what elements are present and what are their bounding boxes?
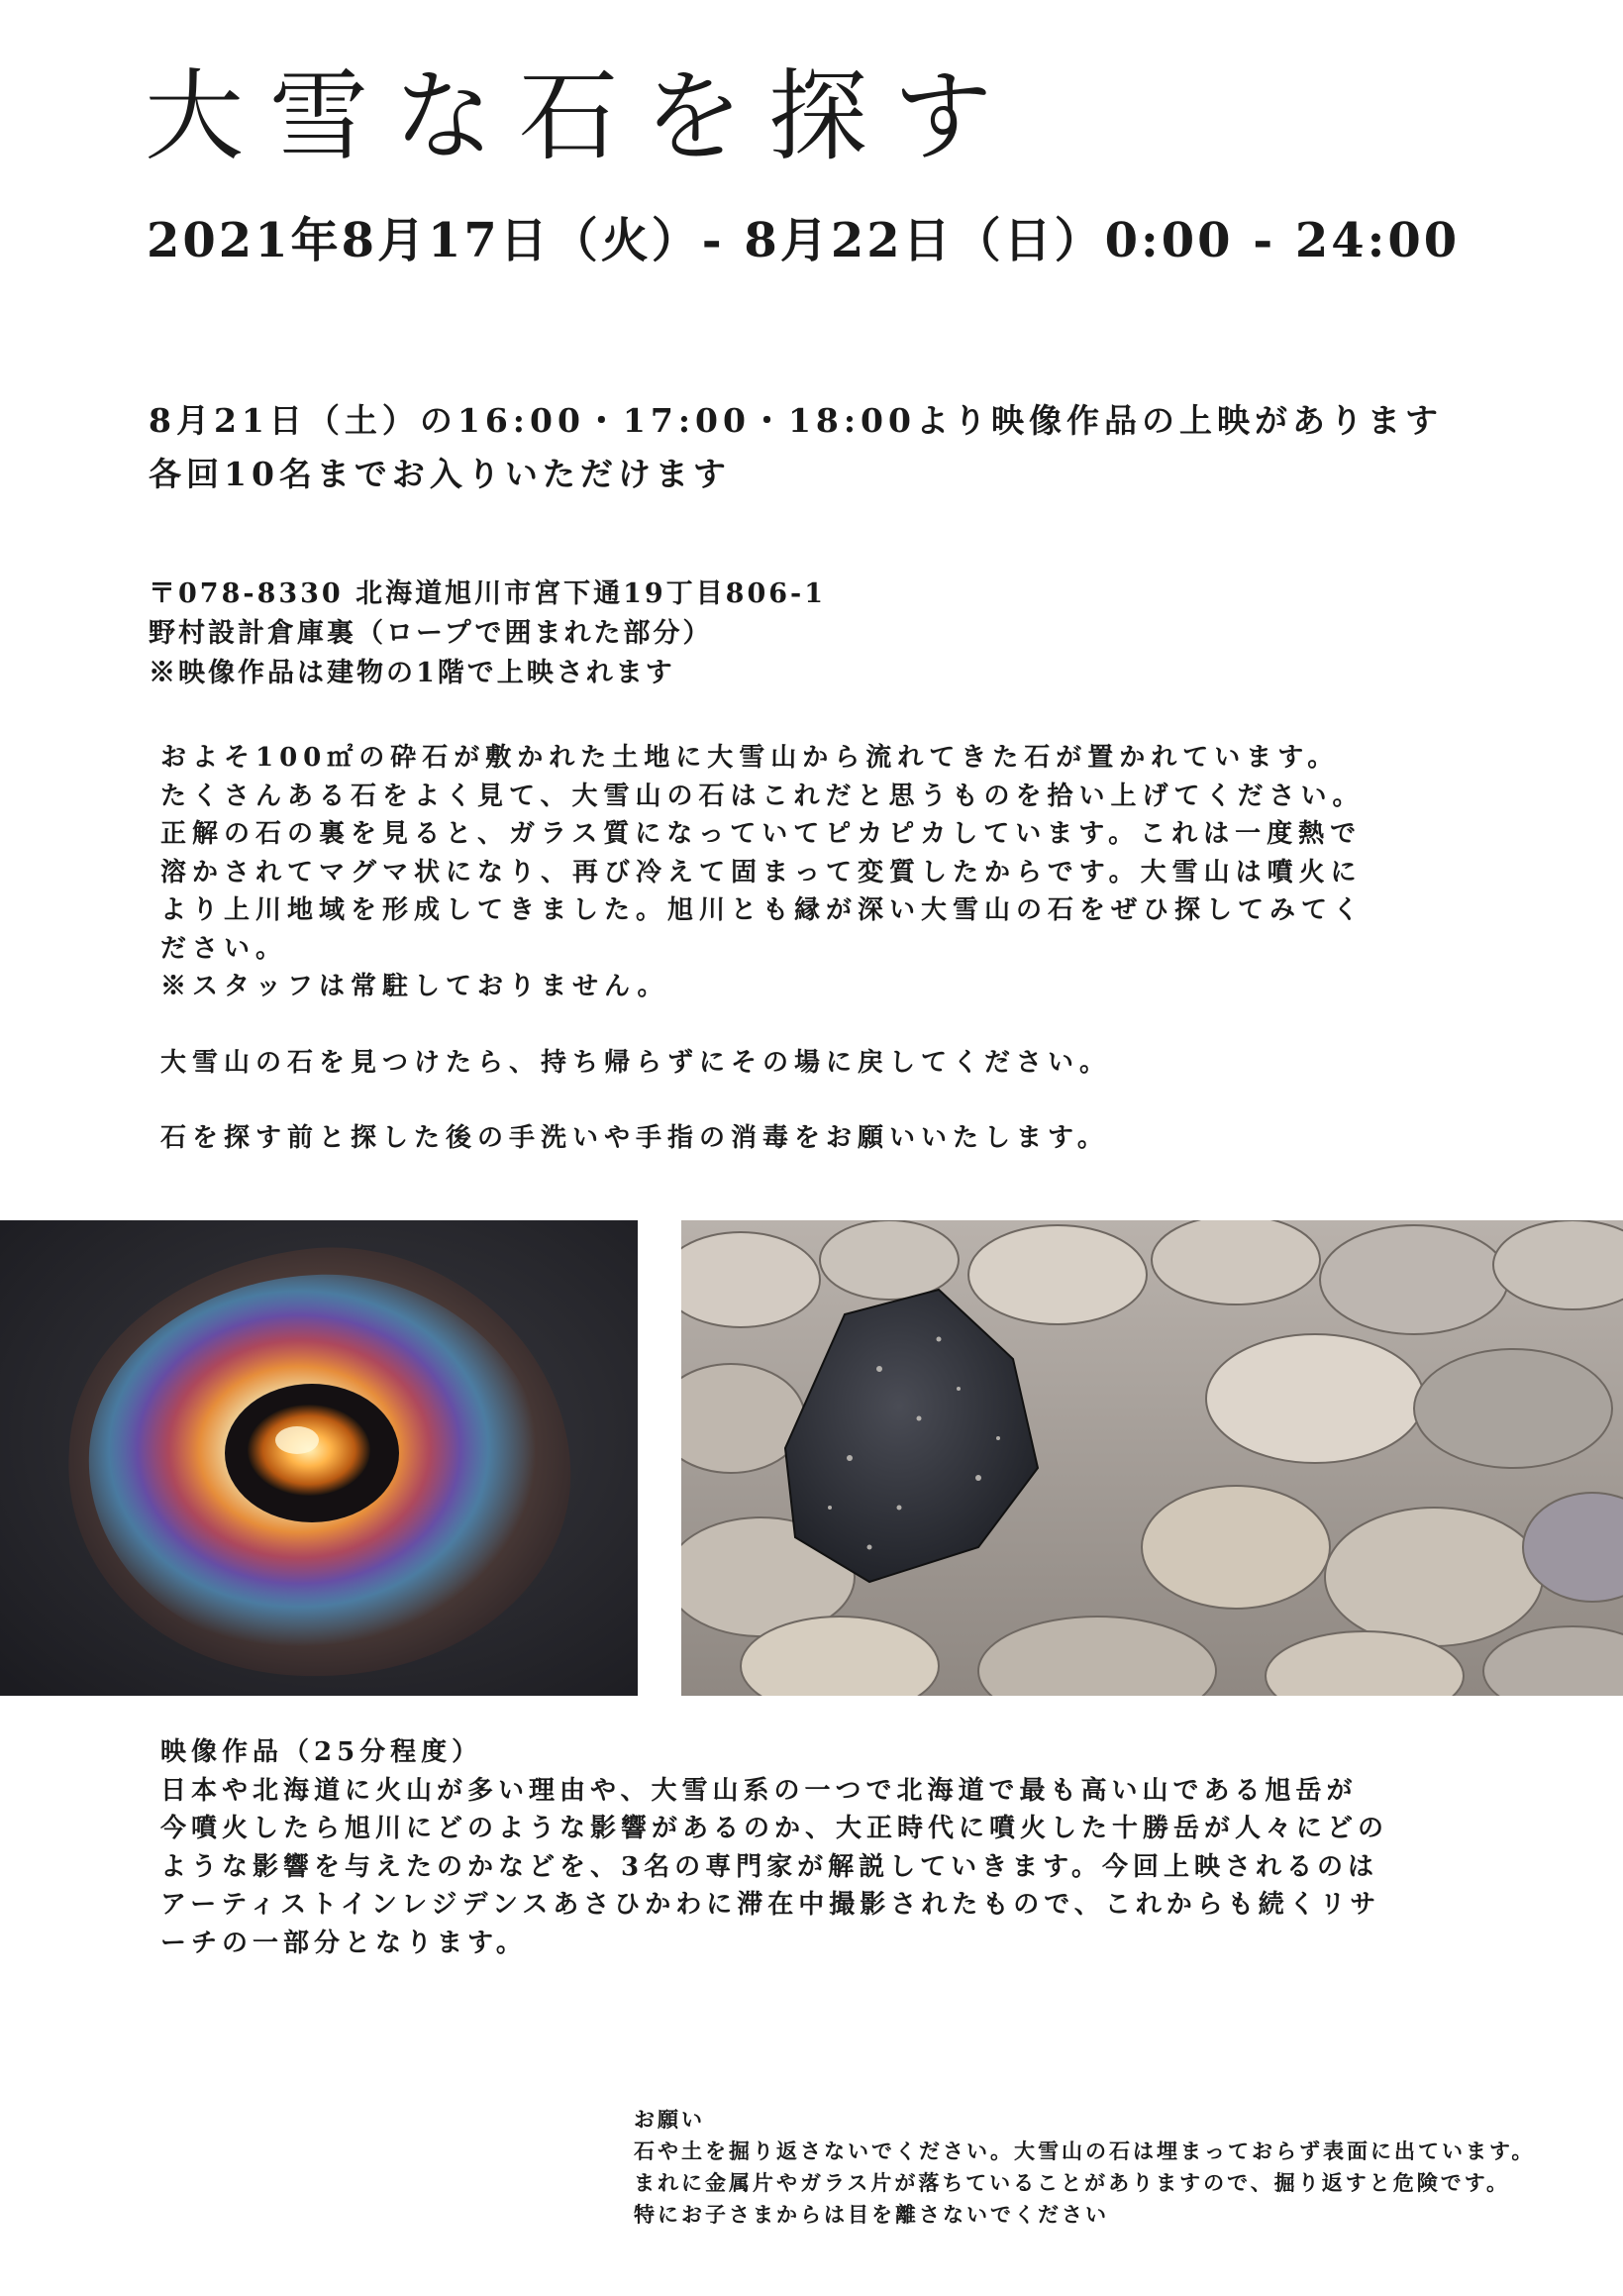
video-work — [160, 1733, 1388, 1962]
description-line: およそ100㎡の砕石が敷かれた土地に大雪山から流れてきた石が置かれています。 — [160, 743, 1340, 773]
video-work-line: 日本や北海道に火山が多い理由や、大雪山系の一つで北海道で最も高い山である旭岳が — [160, 1775, 1358, 1806]
gravel-stone-photo — [681, 1220, 1623, 1696]
request-line: 石や土を掘り返さないでください。大雪山の石は埋まっておらず表面に出ています。 — [634, 2139, 1536, 2163]
venue-address — [149, 574, 826, 693]
video-work-line: 今噴火したら旭川にどのような影響があるのか、大正時代に噴火した十勝岳が人々にどの — [160, 1814, 1389, 1843]
return-note: 大雪山の石を見つけたら、持ち帰らずにその場に戻してください。 — [160, 1047, 1112, 1078]
request-notice — [634, 2104, 1535, 2231]
hygiene-note: 石を探す前と探した後の手洗いや手指の消毒をお願いいたします。 — [160, 1123, 1109, 1153]
request-line: まれに金属片やガラス片が落ちていることがありますので、掘り返すと危険です。 — [634, 2170, 1511, 2195]
glowing-stone-photo — [0, 1220, 638, 1696]
event-dates: 2021年8月17日（火）- 8月22日（日）0:00 - 24:00 — [147, 213, 1461, 268]
video-work-line: ーチの一部分となります。 — [160, 1928, 527, 1958]
request-line: 特にお子さまからは目を離さないでください — [634, 2202, 1109, 2227]
venue-location: 野村設計倉庫裏（ロープで囲まれた部分） — [149, 618, 713, 649]
description-line: ださい。 — [160, 933, 288, 964]
screening-floor-note: ※映像作品は建物の1階で上映されます — [149, 658, 675, 688]
video-work-line: アーティストインレジデンスあさひかわに滞在中撮影されたもので、これからも続くリサ — [160, 1890, 1381, 1920]
description-line: 正解の石の裏を見ると、ガラス質になっていてピカピカしています。これは一度熱で — [160, 819, 1363, 849]
gravel-stone-image — [681, 1220, 1623, 1696]
screening-capacity: 各回10名までお入りいただけます — [149, 455, 731, 493]
video-work-heading: 映像作品（25分程度） — [160, 1737, 483, 1767]
screening-info — [149, 394, 1443, 501]
page-title: 大雪な石を探す — [145, 58, 1018, 174]
description-line: たくさんある石をよく見て、大雪山の石はこれだと思うものを拾い上げてください。 — [160, 781, 1365, 811]
staff-note: ※スタッフは常駐しておりません。 — [160, 972, 669, 1001]
postal-address: 〒078-8330 北海道旭川市宮下通19丁目806-1 — [149, 578, 827, 609]
video-work-line: ような影響を与えたのかなどを、3名の専門家が解説していきます。今回上映されるのは — [160, 1851, 1379, 1882]
screening-times: 8月21日（土）の16:00・17:00・18:00より映像作品の上映があります — [149, 401, 1443, 440]
request-heading: お願い — [634, 2107, 705, 2132]
description — [160, 739, 1448, 1158]
description-line: 溶かされてマグマ状になり、再び冷えて固まって変質したからです。大雪山は噴火に — [160, 857, 1363, 887]
glowing-stone-image — [0, 1220, 638, 1696]
description-line: より上川地域を形成してきました。旭川とも縁が深い大雪山の石をぜひ探してみてく — [160, 895, 1366, 925]
